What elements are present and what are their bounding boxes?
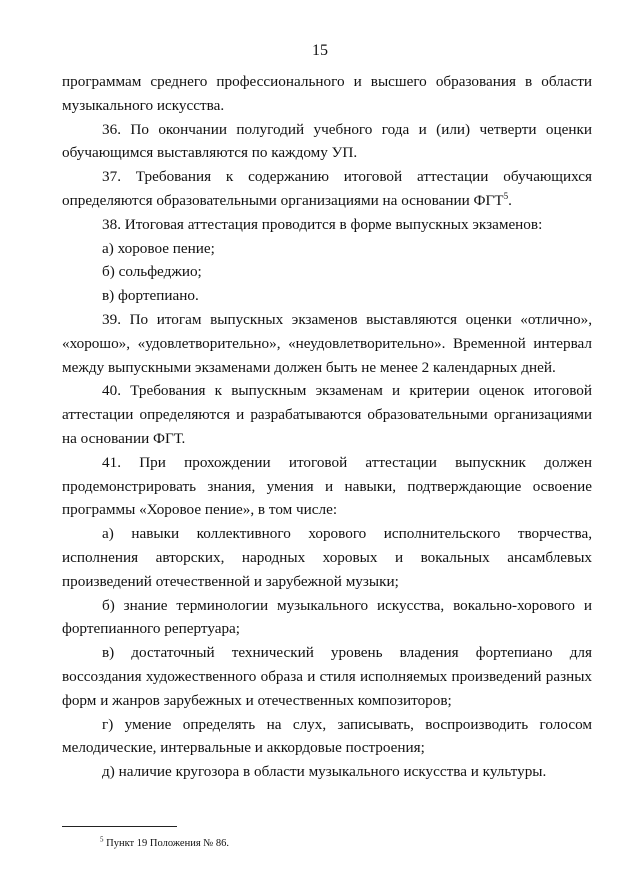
skill-item-a: а) навыки коллективного хорового исполнительского творчества, исполнения авторских, народных хоровых и вокальных ансамблевых произведений отечественной и зарубежной музыки; xyxy=(62,525,592,590)
paragraph-36: 36. По окончании полугодий учебного года и (или) четверти оценки обучающимся выставляются по каждому УП. xyxy=(62,120,592,162)
footnote xyxy=(100,835,230,849)
paragraph-continuation: программам среднего профессионального и высшего образования в области музыкального искусства. xyxy=(62,73,592,114)
list-item-b: б) сольфеджио; xyxy=(102,263,202,281)
paragraph-39: 39. По итогам выпускных экзаменов выставляются оценки «отлично», «хорошо», «удовлетворительно», «неудовлетворительно». Временной интервал между выпускными экзаменами должен быть не менее 2 календарных дней. xyxy=(62,310,592,376)
paragraph-40: 40. Требования к выпускным экзаменам и критерии оценок итоговой аттестации определяются и разрабатываются образовательными организациями на основании ФГТ. xyxy=(62,382,592,447)
footnote-text: Пункт 19 Положения № 86. xyxy=(103,838,230,849)
footnote-divider xyxy=(62,826,177,827)
skill-item-b: б) знание терминологии музыкального искусства, вокально-хорового и фортепианного репертуара; xyxy=(62,596,592,638)
footnote-marker: 5 xyxy=(100,835,104,844)
skill-item-g: г) умение определять на слух, записывать, воспроизводить голосом мелодические, интервальные и аккордовые построения; xyxy=(62,715,592,757)
paragraph-38: 38. Итоговая аттестация проводится в форме выпускных экзаменов: xyxy=(102,215,543,233)
paragraph-37 xyxy=(62,165,592,213)
footnote-reference[interactable]: 5 xyxy=(503,190,509,201)
paragraph-41: 41. При прохождении итоговой аттестации выпускник должен продемонстрировать знания, умения и навыки, подтверждающие освоение программы «Хоровое пение», в том числе: xyxy=(62,453,592,519)
page-number: 15 xyxy=(312,42,328,59)
skill-item-v: в) достаточный технический уровень владения фортепиано для воссоздания художественного образа и стиля исполняемых произведений разных форм и жанров зарубежных и отечественных композиторов; xyxy=(62,644,592,709)
document-body xyxy=(62,70,592,784)
skill-item-d: д) наличие кругозора в области музыкального искусства и культуры. xyxy=(102,763,547,781)
list-item-v: в) фортепиано. xyxy=(102,287,199,305)
paragraph-37-tail: . xyxy=(508,191,512,209)
paragraph-37-text: 37. Требования к содержанию итоговой аттестации обучающихся определяются образовательными организациями на основании ФГТ xyxy=(62,168,592,209)
list-item-a: а) хоровое пение; xyxy=(102,239,215,257)
